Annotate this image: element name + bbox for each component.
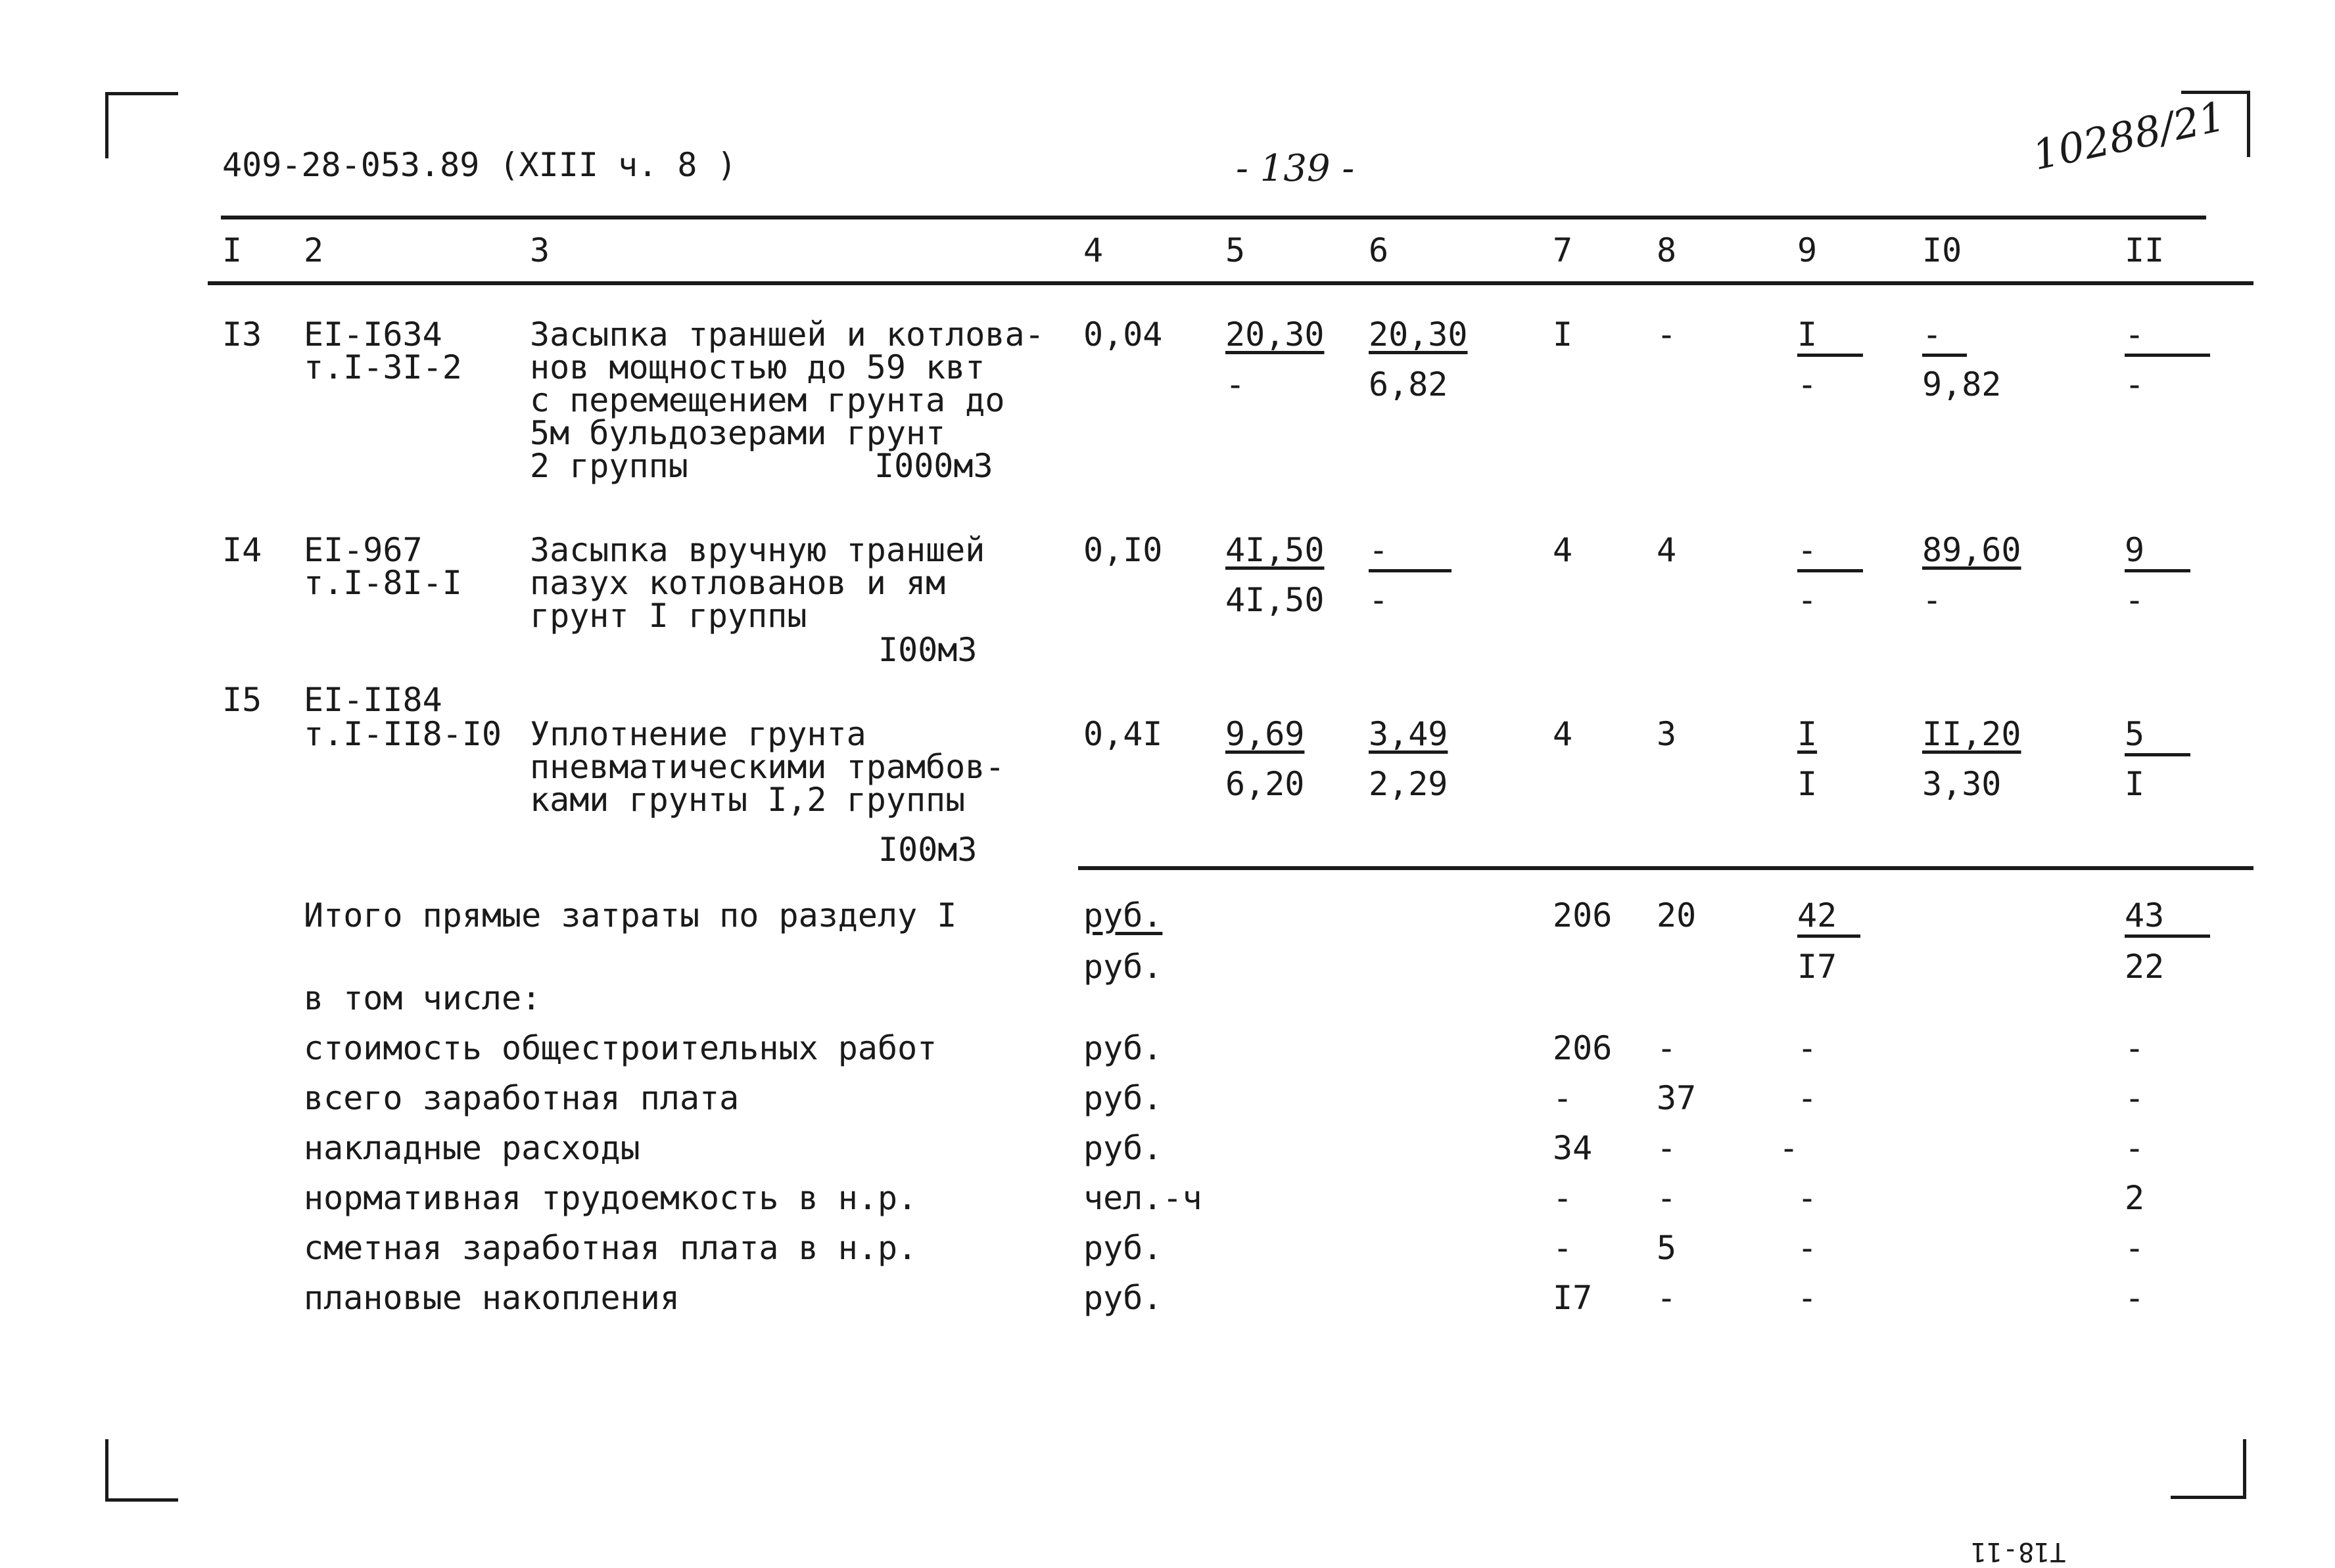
- item-label: всего заработная плата: [304, 1079, 740, 1117]
- row-c11-bottom: -: [2125, 581, 2145, 619]
- item-c9: -: [1797, 1279, 1818, 1317]
- underline: [1797, 934, 1860, 938]
- row-c10-bottom: 3,30: [1922, 765, 2002, 803]
- row-unit: I00м3: [878, 631, 978, 669]
- underline: [1797, 569, 1863, 572]
- row-unit: I000м3: [874, 447, 993, 485]
- item-label: сметная заработная плата в н.р.: [304, 1229, 918, 1267]
- totals-unit-top: руб.: [1083, 896, 1163, 934]
- col-header-6: 6: [1369, 231, 1389, 269]
- item-c9: -: [1797, 1079, 1818, 1117]
- underline: [1922, 354, 1967, 357]
- including-label: в том числе:: [304, 979, 542, 1017]
- row-code: EI-I634: [304, 315, 442, 354]
- col-header-7: 7: [1553, 231, 1573, 269]
- row-c11-bottom: I: [2125, 765, 2145, 803]
- underline: [2125, 569, 2190, 572]
- underline: [1369, 569, 1451, 572]
- row-c11-top: 9: [2125, 531, 2145, 569]
- row-description: Засыпка вручную траншей: [530, 531, 985, 569]
- totals-unit-bottom: руб.: [1083, 948, 1163, 986]
- row-unit: I00м3: [878, 831, 978, 869]
- row-c6-bottom: -: [1369, 581, 1389, 619]
- totals-c9-top: 42: [1797, 896, 1837, 934]
- corner-mark-bottom-left: [105, 1439, 178, 1502]
- row-c6-top: 20,30: [1369, 315, 1468, 354]
- document-code: 409-28-053.89 (XIII ч. 8 ): [222, 146, 737, 184]
- row-c10-top: 89,60: [1922, 531, 2021, 569]
- col-header-10: I0: [1922, 231, 1962, 269]
- item-c9: -: [1797, 1229, 1818, 1267]
- row-code-ref: т.I-II8-I0: [304, 715, 502, 753]
- row-code: EI-967: [304, 531, 423, 569]
- item-unit: руб.: [1083, 1279, 1163, 1317]
- row-c9-top: I: [1797, 715, 1818, 753]
- row-c10-bottom: 9,82: [1922, 365, 2002, 404]
- row-c5-top: 4I,50: [1225, 531, 1325, 569]
- item-c11: 2: [2125, 1179, 2145, 1217]
- item-c9: -: [1797, 1179, 1818, 1217]
- row-number: I5: [222, 681, 262, 719]
- item-unit: руб.: [1083, 1079, 1163, 1117]
- row-c9-top: I: [1797, 315, 1818, 354]
- row-c8: 4: [1657, 531, 1677, 569]
- row-c10-bottom: -: [1922, 581, 1943, 619]
- item-c11: -: [2125, 1029, 2145, 1067]
- row-c11-top: 5: [2125, 715, 2145, 753]
- totals-rule: [1078, 866, 2253, 870]
- item-c8: 5: [1657, 1229, 1677, 1267]
- underline: [2125, 753, 2190, 756]
- item-c7: 206: [1553, 1029, 1613, 1067]
- item-unit: руб.: [1083, 1229, 1163, 1267]
- col-header-4: 4: [1083, 231, 1104, 269]
- row-description: Засыпка траншей и котлова-: [530, 315, 1045, 354]
- col-header-9: 9: [1797, 231, 1818, 269]
- row-c5-bottom: 4I,50: [1225, 581, 1325, 619]
- row-c9-top: -: [1797, 531, 1818, 569]
- row-c6-bottom: 6,82: [1369, 365, 1448, 404]
- footer-stamp: [1939, 1502, 2066, 1568]
- row-c9-bottom: -: [1797, 581, 1818, 619]
- row-c8: 3: [1657, 715, 1677, 753]
- item-c8: 37: [1657, 1079, 1697, 1117]
- row-description: нов мощностью до 59 квт: [530, 348, 985, 386]
- row-c10-top: II,20: [1922, 715, 2021, 753]
- item-label: нормативная трудоемкость в н.р.: [304, 1179, 918, 1217]
- row-quantity: 0,04: [1083, 315, 1163, 354]
- header-bottom-rule: [208, 281, 2253, 285]
- underline: [1797, 354, 1863, 357]
- row-code-ref: т.I-3I-2: [304, 348, 462, 386]
- row-code: EI-II84: [304, 681, 442, 719]
- item-c11: -: [2125, 1229, 2145, 1267]
- item-c9: -: [1797, 1029, 1818, 1067]
- page-number: - 139 -: [1236, 147, 1355, 190]
- totals-label: Итого прямые затраты по разделу I: [304, 896, 957, 934]
- totals-c11-bottom: 22: [2125, 948, 2165, 986]
- row-c9-bottom: -: [1797, 365, 1818, 404]
- item-c7: -: [1553, 1179, 1573, 1217]
- header-top-rule: [221, 216, 2206, 219]
- totals-c9-bottom: I7: [1797, 948, 1837, 986]
- sheet-reference: 10288/21: [2028, 91, 2230, 180]
- item-c9: -: [1779, 1129, 1799, 1167]
- item-label: накладные расходы: [304, 1129, 640, 1167]
- col-header-5: 5: [1225, 231, 1246, 269]
- item-c8: -: [1657, 1179, 1677, 1217]
- row-description: пазух котлованов и ям: [530, 564, 946, 602]
- row-c11-top: -: [2125, 315, 2145, 354]
- item-c8: -: [1657, 1129, 1677, 1167]
- item-c7: -: [1553, 1079, 1573, 1117]
- item-unit: чел.-ч: [1083, 1179, 1202, 1217]
- row-description: с перемещением грунта до: [530, 381, 1005, 419]
- row-quantity: 0,4I: [1083, 715, 1163, 753]
- item-c11: -: [2125, 1129, 2145, 1167]
- item-c7: I7: [1553, 1279, 1593, 1317]
- totals-c7: 206: [1553, 896, 1613, 934]
- row-c8: -: [1657, 315, 1677, 354]
- item-c7: 34: [1553, 1129, 1593, 1167]
- totals-c8: 20: [1657, 896, 1697, 934]
- footer-stamp-text: T18-11: [1971, 1536, 2066, 1567]
- row-c9-bottom: I: [1797, 765, 1818, 803]
- row-c5-top: 9,69: [1225, 715, 1305, 753]
- row-description: Уплотнение грунта: [530, 715, 866, 753]
- corner-mark-top-left: [105, 92, 178, 158]
- item-label: плановые накопления: [304, 1279, 680, 1317]
- item-label: стоимость общестроительных работ: [304, 1029, 937, 1067]
- totals-c11-top: 43: [2125, 896, 2165, 934]
- row-description: пневматическими трамбов-: [530, 748, 1005, 786]
- item-c7: -: [1553, 1229, 1573, 1267]
- row-description: грунт I группы: [530, 597, 807, 635]
- corner-mark-bottom-right: [2171, 1439, 2246, 1499]
- row-c10-top: -: [1922, 315, 1943, 354]
- row-quantity: 0,I0: [1083, 531, 1163, 569]
- row-description: 5м бульдозерами грунт: [530, 414, 946, 452]
- col-header-8: 8: [1657, 231, 1677, 269]
- item-c8: -: [1657, 1029, 1677, 1067]
- row-c5-top: 20,30: [1225, 315, 1325, 354]
- row-c7: I: [1553, 315, 1573, 354]
- item-c8: -: [1657, 1279, 1677, 1317]
- row-c6-top: 3,49: [1369, 715, 1448, 753]
- row-number: I4: [222, 531, 262, 569]
- row-c11-bottom: -: [2125, 365, 2145, 404]
- row-c6-top: -: [1369, 531, 1389, 569]
- row-c7: 4: [1553, 715, 1573, 753]
- item-unit: руб.: [1083, 1129, 1163, 1167]
- col-header-1: I: [222, 231, 243, 269]
- row-c7: 4: [1553, 531, 1573, 569]
- col-header-11: II: [2125, 231, 2165, 269]
- row-description: ками грунты I,2 группы: [530, 781, 966, 819]
- row-c5-bottom: 6,20: [1225, 765, 1305, 803]
- item-c11: -: [2125, 1079, 2145, 1117]
- item-unit: руб.: [1083, 1029, 1163, 1067]
- row-number: I3: [222, 315, 262, 354]
- row-code-ref: т.I-8I-I: [304, 564, 462, 602]
- underline: [2125, 354, 2210, 357]
- item-c11: -: [2125, 1279, 2145, 1317]
- underline: [2125, 934, 2210, 938]
- row-description: 2 группы: [530, 447, 688, 485]
- row-c6-bottom: 2,29: [1369, 765, 1448, 803]
- col-header-3: 3: [530, 231, 550, 269]
- col-header-2: 2: [304, 231, 324, 269]
- row-c5-bottom: -: [1225, 365, 1246, 404]
